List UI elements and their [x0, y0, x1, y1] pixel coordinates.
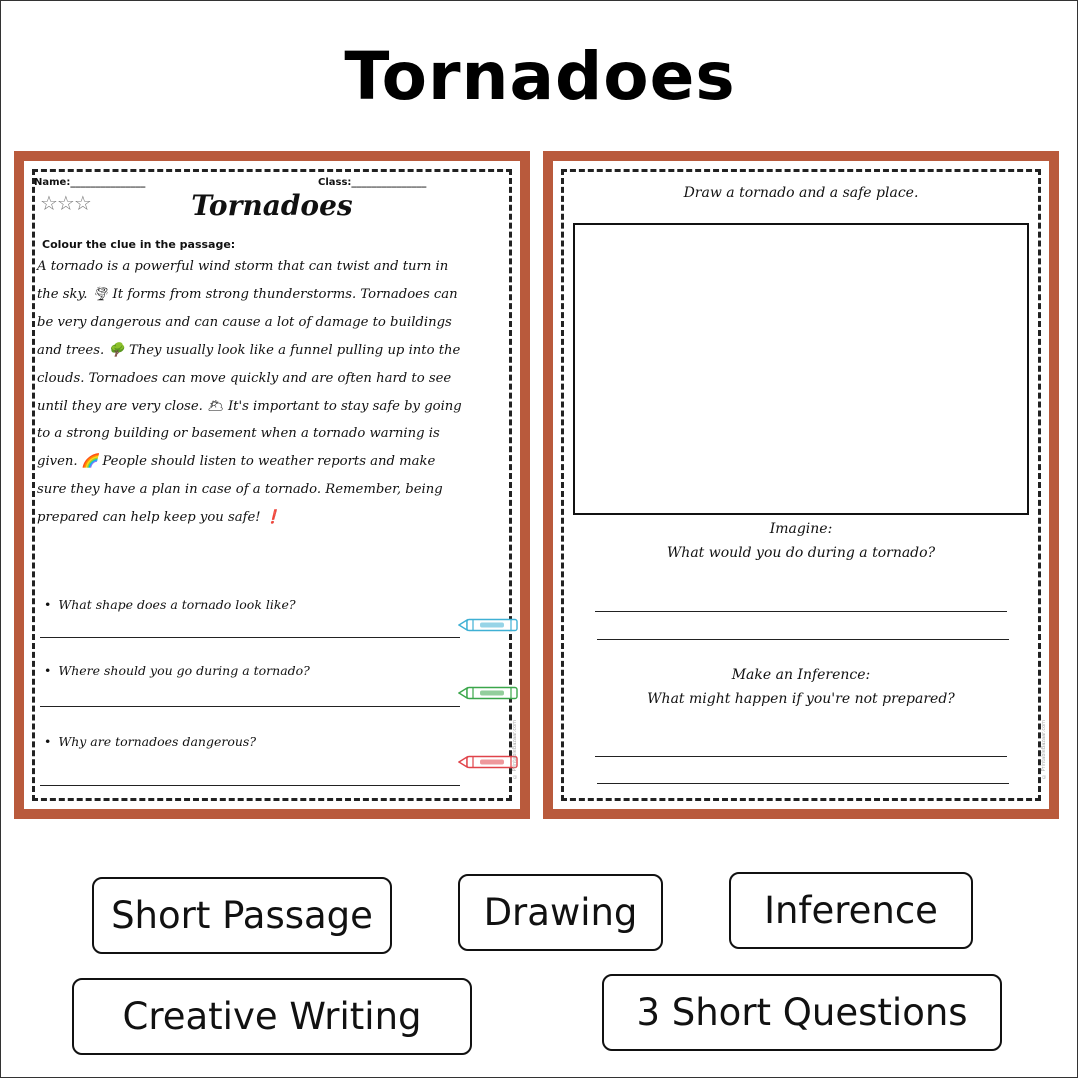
- inference-label: Make an Inference:: [731, 667, 871, 683]
- question-item: [44, 597, 296, 612]
- tag-drawing: Drawing: [458, 874, 663, 951]
- answer-line[interactable]: [595, 611, 1007, 612]
- passage-line: until they are very close. 🌥 It's important to stay safe by going: [37, 398, 462, 414]
- watermark: © PrintableBazaar.com: [1041, 720, 1047, 779]
- worksheet-sheet: [24, 161, 520, 809]
- passage-line: clouds. Tornadoes can move quickly and are often hard to see: [37, 370, 452, 386]
- answer-line[interactable]: [597, 639, 1009, 640]
- passage-line: to a strong building or basement when a tornado warning is: [37, 426, 440, 442]
- crayon-icon: [458, 754, 520, 770]
- imagine-question: What would you do during a tornado?: [666, 545, 936, 561]
- worksheet-preview-passage: [14, 151, 530, 819]
- tag-inference: Inference: [729, 872, 973, 949]
- passage-line: given. 🌈 People should listen to weather reports and make: [37, 454, 436, 470]
- question-text: What shape does a tornado look like?: [58, 597, 296, 612]
- tag-3-short-questions: 3 Short Questions: [602, 974, 1002, 1051]
- passage-line: sure they have a plan in case of a tornado. Remember, being: [37, 482, 443, 498]
- passage-line: be very dangerous and can cause a lot of damage to buildings: [37, 314, 452, 330]
- question-item: [44, 734, 256, 749]
- draw-prompt: Draw a tornado and a safe place.: [683, 185, 919, 201]
- passage-line: and trees. 🌳 They usually look like a funnel pulling up into the: [37, 342, 461, 358]
- answer-line[interactable]: [597, 783, 1009, 784]
- tag-creative-writing: Creative Writing: [72, 978, 472, 1055]
- question-item: [44, 663, 310, 678]
- worksheet-sheet: [553, 161, 1049, 809]
- imagine-label: Imagine:: [769, 521, 833, 537]
- page-title: Tornadoes: [344, 38, 736, 115]
- answer-line[interactable]: [40, 637, 460, 638]
- question-text: Where should you go during a tornado?: [58, 663, 310, 678]
- instruction-text: Colour the clue in the passage:: [42, 238, 236, 251]
- name-field-label: Name:_______________: [34, 177, 146, 188]
- question-text: Why are tornadoes dangerous?: [58, 734, 257, 749]
- bullet-icon: •: [44, 734, 52, 749]
- answer-line[interactable]: [40, 785, 460, 786]
- watermark: © PrintableBazaar.com: [512, 720, 518, 779]
- passage-line: prepared can help keep you safe! ❗: [37, 510, 282, 526]
- bullet-icon: •: [44, 663, 52, 678]
- worksheet-title: Tornadoes: [191, 189, 353, 222]
- drawing-box[interactable]: [573, 223, 1029, 515]
- passage-line: the sky. 🌪 It forms from strong thunderstorms. Tornadoes can: [37, 286, 458, 302]
- crayon-icon: [458, 685, 520, 701]
- answer-line[interactable]: [40, 706, 460, 707]
- answer-line[interactable]: [595, 756, 1007, 757]
- passage-line: A tornado is a powerful wind storm that can twist and turn in: [37, 259, 449, 274]
- bullet-icon: •: [44, 597, 52, 612]
- class-field-label: Class:_______________: [318, 177, 427, 188]
- worksheet-preview-drawing: [543, 151, 1059, 819]
- reading-passage: [37, 253, 509, 532]
- inference-question: What might happen if you're not prepared?: [647, 691, 955, 707]
- rating-stars-icon: ☆☆☆: [40, 191, 91, 215]
- crayon-icon: [458, 617, 520, 633]
- tag-short-passage: Short Passage: [92, 877, 392, 954]
